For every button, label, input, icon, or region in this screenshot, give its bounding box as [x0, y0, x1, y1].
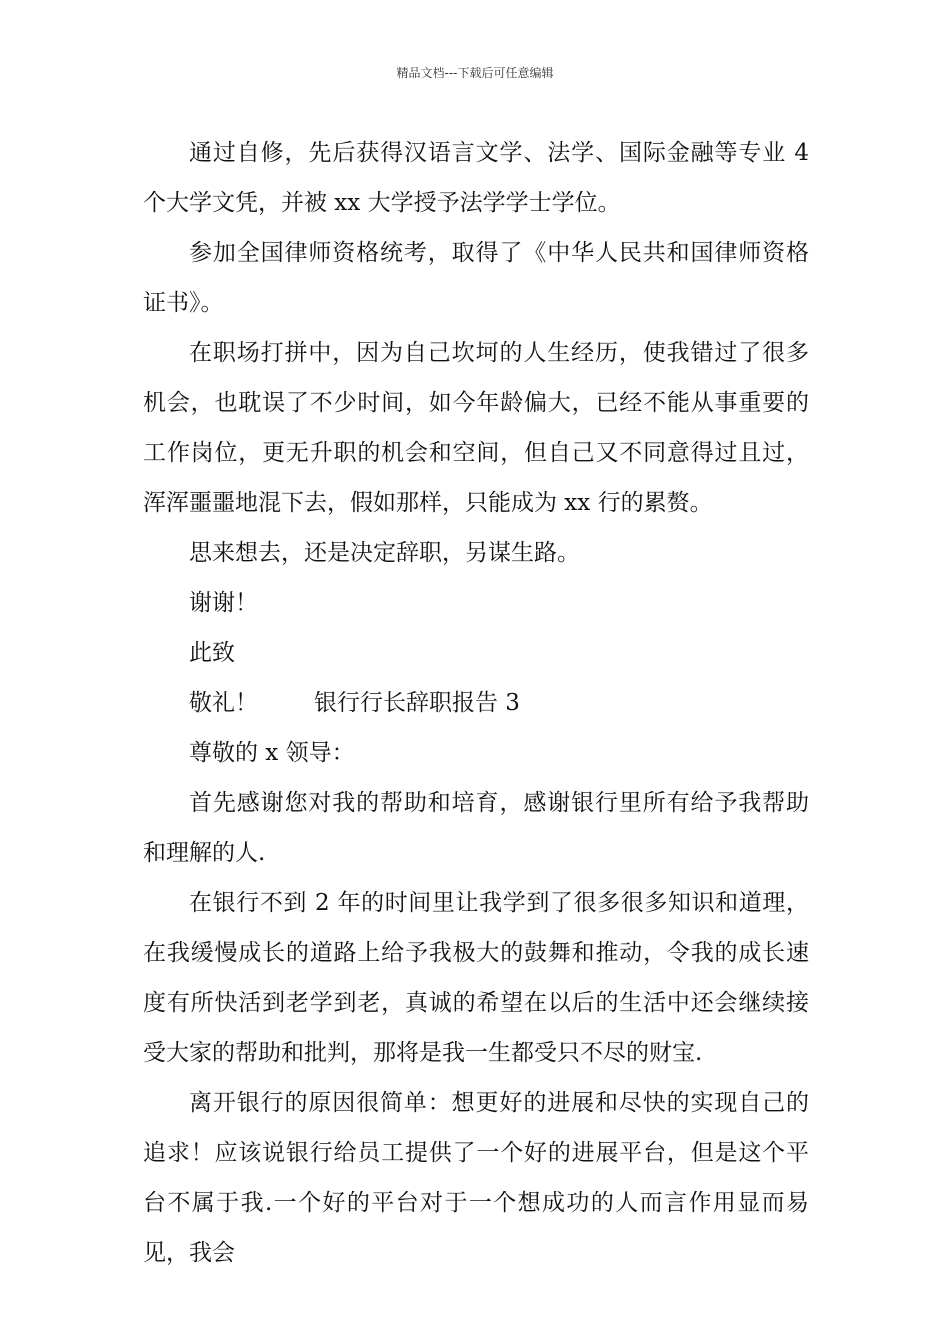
paragraph: 在职场打拼中，因为自己坎坷的人生经历，使我错过了很多机会，也耽误了不少时间，如今年龄偏大，已经不能从事重要的工作岗位，更无升职的机会和空间，但自己又不同意得过且过，浑浑噩噩地混下去，假如那样，只能成为 xx 行的累赘。 — [143, 340, 809, 516]
page-header: 精品文档---下载后可任意编辑 — [396, 66, 554, 80]
paragraph: 谢谢！ — [189, 590, 258, 616]
closing-text: 敬礼！ — [189, 690, 258, 716]
paragraph: 参加全国律师资格统考，取得了《中华人民共和国律师资格证书》。 — [143, 240, 809, 316]
paragraph: 在银行不到 2 年的时间里让我学到了很多很多知识和道理，在我缓慢成长的道路上给予我极大的鼓舞和推动，令我的成长速度有所快活到老学到老，真诚的希望在以后的生活中还会继续接受大家的帮助和批判，那将是我一生都受只不尽的财宝. — [143, 890, 809, 1066]
paragraph: 通过自修，先后获得汉语言文学、法学、国际金融等专业 4 个大学文凭，并被 xx 大学授予法学学士学位。 — [143, 140, 809, 216]
paragraph: 首先感谢您对我的帮助和培育，感谢银行里所有给予我帮助和理解的人. — [143, 790, 809, 866]
paragraph: 思来想去，还是决定辞职，另谋生路。 — [189, 540, 580, 566]
closing-and-title-line — [143, 678, 809, 728]
document-body — [143, 128, 809, 1278]
paragraph: 尊敬的 x 领导： — [189, 740, 355, 766]
report-title: 银行行长辞职报告 3 — [314, 690, 520, 716]
paragraph: 离开银行的原因很简单：想更好的进展和尽快的实现自己的追求！应该说银行给员工提供了一个好的进展平台，但是这个平台不属于我.一个好的平台对于一个想成功的人而言作用显而易见，我会 — [143, 1090, 809, 1266]
paragraph: 此致 — [189, 640, 235, 666]
